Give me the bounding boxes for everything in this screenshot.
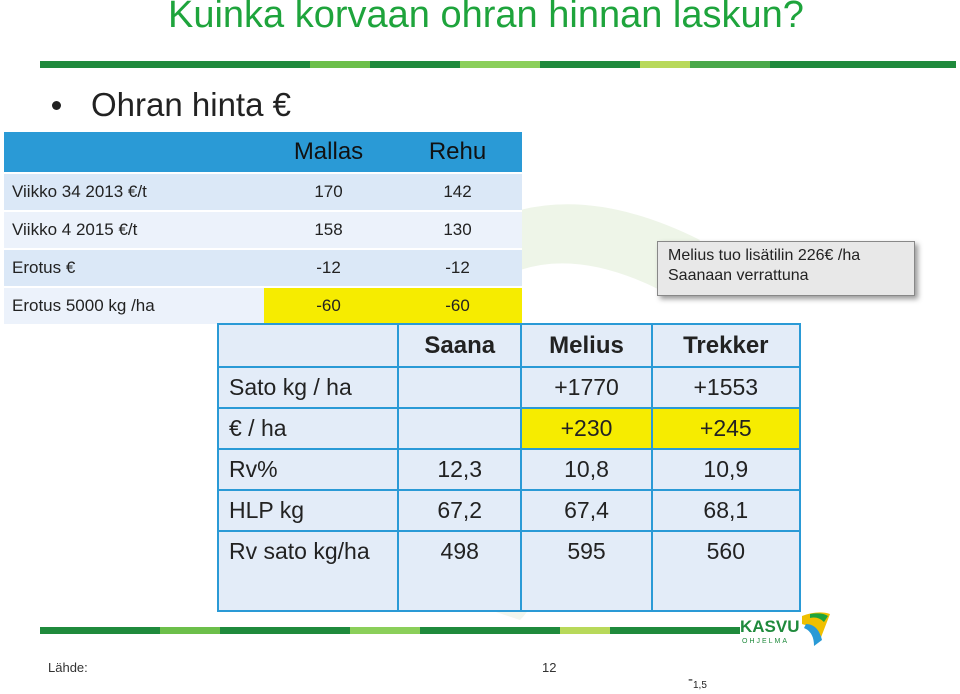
table-cell: 595 [521, 531, 651, 611]
table-cell: 12,3 [398, 449, 521, 490]
table-cell: Viikko 4 2015 €/t [4, 211, 264, 249]
callout-line: Saanaan verrattuna [668, 267, 809, 284]
table-cell: 130 [393, 211, 522, 249]
table-cell: 67,4 [521, 490, 651, 531]
kasvu-logo [736, 610, 832, 655]
variety-table [217, 323, 801, 612]
table-cell: 10,8 [521, 449, 651, 490]
table-row [218, 449, 800, 490]
slide-title: Kuinka korvaan ohran hinnan laskun? [168, 0, 804, 36]
logo-text: KASVU [740, 617, 800, 636]
price-table-header [4, 132, 522, 173]
page-number: 12 [542, 660, 557, 675]
table-row [4, 249, 522, 287]
bullet-item [52, 86, 291, 124]
table-cell [398, 408, 521, 449]
footer-note [688, 671, 707, 691]
variety-table-header [218, 324, 800, 367]
source-label: Lähde: [48, 660, 88, 675]
price-header-cell [4, 132, 264, 173]
highlight-cell: +230 [521, 408, 651, 449]
table-row [218, 367, 800, 408]
bottom-stripe [40, 627, 740, 634]
footer-note-sub: 1,5 [693, 680, 707, 691]
bullet-icon [52, 101, 61, 110]
table-cell: 170 [264, 173, 393, 211]
row-label: Rv% [218, 449, 398, 490]
table-row [218, 408, 800, 449]
variety-header-cell: Saana [398, 324, 521, 367]
table-row [4, 173, 522, 211]
callout-line: Melius tuo lisätilin 226€ /ha [668, 247, 861, 264]
table-cell: 10,9 [652, 449, 800, 490]
logo-subtext: OHJELMA [742, 638, 790, 645]
row-label: € / ha [218, 408, 398, 449]
table-cell: -12 [264, 249, 393, 287]
price-header-cell: Rehu [393, 132, 522, 173]
bullet-text: Ohran hinta € [91, 86, 291, 123]
table-cell: Erotus € [4, 249, 264, 287]
table-cell: 142 [393, 173, 522, 211]
footer-note-mark: - [688, 671, 693, 688]
logo-icon [736, 610, 832, 650]
table-cell: 67,2 [398, 490, 521, 531]
table-cell: 68,1 [652, 490, 800, 531]
table-cell: 158 [264, 211, 393, 249]
table-cell: Viikko 34 2013 €/t [4, 173, 264, 211]
table-row [218, 490, 800, 531]
variety-header-cell: Trekker [652, 324, 800, 367]
table-row [218, 531, 800, 611]
table-cell [398, 367, 521, 408]
table-cell: 560 [652, 531, 800, 611]
row-label: HLP kg [218, 490, 398, 531]
row-label: Sato kg / ha [218, 367, 398, 408]
table-row [4, 211, 522, 249]
callout-box [657, 241, 915, 296]
table-cell: 498 [398, 531, 521, 611]
highlight-cell: +245 [652, 408, 800, 449]
price-header-cell: Mallas [264, 132, 393, 173]
row-label: Rv sato kg/ha [218, 531, 398, 611]
highlight-cell: -60 [264, 287, 393, 325]
price-table [4, 132, 522, 326]
table-cell: +1770 [521, 367, 651, 408]
variety-header-cell: Melius [521, 324, 651, 367]
variety-header-cell [218, 324, 398, 367]
table-cell: +1553 [652, 367, 800, 408]
table-cell: Erotus 5000 kg /ha [4, 287, 264, 325]
highlight-cell: -60 [393, 287, 522, 325]
top-stripe [40, 61, 956, 68]
table-cell: -12 [393, 249, 522, 287]
table-row [4, 287, 522, 325]
